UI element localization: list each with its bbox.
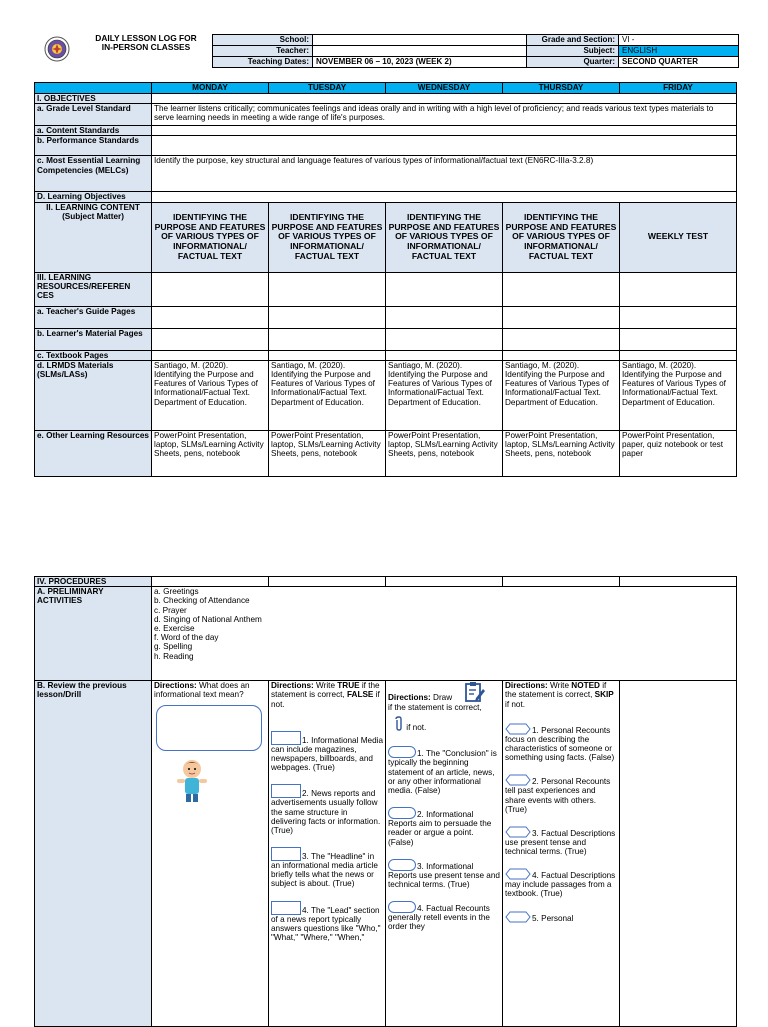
topic-thursday: IDENTIFYING THE PURPOSE AND FEATURES OF VARIOUS TYPES OF INFORMATIONAL/ FACTUAL TEXT bbox=[503, 202, 620, 272]
performance-standards-field[interactable] bbox=[152, 136, 737, 156]
directions-label: Directions: bbox=[388, 693, 431, 703]
topic-monday: IDENTIFYING THE PURPOSE AND FEATURES OF VARIOUS TYPES OF INFORMATIONAL/ FACTUAL TEXT bbox=[152, 202, 269, 272]
list-item: d. Singing of National Anthem bbox=[154, 614, 262, 624]
resources-friday[interactable] bbox=[620, 272, 737, 306]
learning-objectives-label: D. Learning Objectives bbox=[35, 192, 152, 202]
wednesday-item-3: 3. Informational Reports use present tense and technical terms. (True) bbox=[388, 861, 500, 889]
preliminary-list bbox=[152, 587, 737, 681]
other-monday: PowerPoint Presentation, laptop, SLMs/Learning Activity Sheets, pens, notebook bbox=[152, 430, 269, 476]
true-keyword: TRUE bbox=[337, 681, 360, 691]
topic-friday: WEEKLY TEST bbox=[620, 202, 737, 272]
resources-monday[interactable] bbox=[152, 272, 269, 306]
content-standards-label: a. Content Standards bbox=[35, 126, 152, 136]
answer-hexagon[interactable] bbox=[505, 826, 531, 838]
performance-standards-label: b. Performance Standards bbox=[35, 136, 152, 156]
proc-blank-1 bbox=[152, 577, 269, 587]
day-thursday: THURSDAY bbox=[503, 83, 620, 94]
thursday-item-2: 2. Personal Recounts tell past experiences and share events with others. (True) bbox=[505, 777, 611, 814]
lrmds-monday: Santiago, M. (2020). Identifying the Purpose and Features of Various Types of Informational/Factual Text. Department of Education. bbox=[152, 360, 269, 430]
tb-tuesday[interactable] bbox=[269, 350, 386, 360]
grade-level-label: a. Grade Level Standard bbox=[35, 104, 152, 126]
topic-wednesday: IDENTIFYING THE PURPOSE AND FEATURES OF VARIOUS TYPES OF INFORMATIONAL/ FACTUAL TEXT bbox=[386, 202, 503, 272]
lrmds-thursday: Santiago, M. (2020). Identifying the Purpose and Features of Various Types of Informational/Factual Text. Department of Education. bbox=[503, 360, 620, 430]
review-monday bbox=[152, 681, 269, 1027]
tb-wednesday[interactable] bbox=[386, 350, 503, 360]
school-label: School: bbox=[213, 35, 313, 46]
melc-label: c. Most Essential Learning Competencies (MELCs) bbox=[35, 156, 152, 192]
list-item: e. Exercise bbox=[154, 623, 195, 633]
learning-content-label: II. LEARNING CONTENT (Subject Matter) bbox=[35, 202, 152, 272]
lm-tuesday[interactable] bbox=[269, 328, 386, 350]
procedures-heading: IV. PROCEDURES bbox=[35, 577, 152, 587]
page-title: DAILY LESSON LOG FOR IN-PERSON CLASSES bbox=[95, 33, 197, 53]
resources-heading: III. LEARNING RESOURCES/REFEREN CES bbox=[35, 272, 152, 306]
skip-keyword: SKIP bbox=[594, 690, 614, 700]
answer-oval[interactable] bbox=[388, 901, 416, 913]
wednesday-dir-pre: Draw bbox=[430, 693, 453, 703]
tuesday-item-4: 4. The "Lead" section of a news report typically answers questions like "Who," "What," "Where," "When," bbox=[271, 905, 381, 942]
review-friday[interactable] bbox=[620, 681, 737, 1027]
teachers-guide-label: a. Teacher's Guide Pages bbox=[35, 306, 152, 328]
teaching-dates-label: Teaching Dates: bbox=[213, 57, 313, 68]
directions-label: Directions: bbox=[271, 681, 314, 691]
lm-friday[interactable] bbox=[620, 328, 737, 350]
other-thursday: PowerPoint Presentation, laptop, SLMs/Learning Activity Sheets, pens, notebook bbox=[503, 430, 620, 476]
lesson-log-table bbox=[34, 82, 737, 477]
thursday-dir-pre: Write bbox=[547, 681, 572, 691]
resources-thursday[interactable] bbox=[503, 272, 620, 306]
subject-field[interactable]: ENGLISH bbox=[619, 46, 739, 57]
noted-keyword: NOTED bbox=[571, 681, 600, 691]
tg-wednesday[interactable] bbox=[386, 306, 503, 328]
paperclip-icon bbox=[394, 716, 404, 732]
topic-tuesday: IDENTIFYING THE PURPOSE AND FEATURES OF VARIOUS TYPES OF INFORMATIONAL/ FACTUAL TEXT bbox=[269, 202, 386, 272]
resources-wednesday[interactable] bbox=[386, 272, 503, 306]
list-item: c. Prayer bbox=[154, 605, 187, 615]
teacher-field[interactable] bbox=[313, 46, 527, 57]
answer-box[interactable] bbox=[271, 731, 301, 745]
speech-bubble bbox=[156, 705, 262, 751]
grade-section-label: Grade and Section: bbox=[527, 35, 619, 46]
answer-hexagon[interactable] bbox=[505, 868, 531, 880]
tb-thursday[interactable] bbox=[503, 350, 620, 360]
review-label: B. Review the previous lesson/Drill bbox=[35, 681, 152, 1027]
list-item: b. Checking of Attendance bbox=[154, 596, 250, 606]
tg-tuesday[interactable] bbox=[269, 306, 386, 328]
content-standards-field[interactable] bbox=[152, 126, 737, 136]
tuesday-item-2: 2. News reports and advertisements usually follow the same structure in delivering facts or information. (True) bbox=[271, 789, 381, 835]
teacher-label: Teacher: bbox=[213, 46, 313, 57]
answer-oval[interactable] bbox=[388, 807, 416, 819]
lrmds-label: d. LRMDS Materials (SLMs/LASs) bbox=[35, 360, 152, 430]
proc-blank-4 bbox=[503, 577, 620, 587]
grade-level-text: The learner listens critically; communicates feelings and ideas orally and in writing with a high level of proficiency; and reads various text types materials to serve learning needs in meeting a wide range of life's purposes. bbox=[152, 104, 737, 126]
procedures-table bbox=[34, 576, 737, 1027]
tuesday-item-1: 1. Informational Media can include magazines, newspapers, billboards, and webpages. (True) bbox=[271, 735, 384, 773]
resources-tuesday[interactable] bbox=[269, 272, 386, 306]
answer-oval[interactable] bbox=[388, 746, 416, 758]
review-wednesday bbox=[386, 681, 503, 1027]
answer-hexagon[interactable] bbox=[505, 723, 531, 735]
grade-section-field[interactable]: VI - bbox=[619, 35, 739, 46]
answer-box[interactable] bbox=[271, 901, 301, 915]
teaching-dates-field[interactable]: NOVEMBER 06 – 10, 2023 (WEEK 2) bbox=[313, 57, 527, 68]
other-resources-label: e. Other Learning Resources bbox=[35, 430, 152, 476]
proc-blank-3 bbox=[386, 577, 503, 587]
thursday-item-4: 4. Factual Descriptions may include passages from a textbook. (True) bbox=[505, 871, 616, 899]
tuesday-dir-pre: Write bbox=[313, 681, 338, 691]
lm-thursday[interactable] bbox=[503, 328, 620, 350]
tg-thursday[interactable] bbox=[503, 306, 620, 328]
other-friday: PowerPoint Presentation, paper, quiz notebook or test paper bbox=[620, 430, 737, 476]
header-table bbox=[212, 34, 739, 68]
deped-seal bbox=[44, 36, 70, 62]
directions-label: Directions: bbox=[154, 681, 197, 691]
list-item: f. Word of the day bbox=[154, 633, 219, 643]
boy-thinking-icon bbox=[172, 757, 212, 803]
wednesday-dir-post: if not. bbox=[404, 723, 427, 733]
day-friday: FRIDAY bbox=[620, 83, 737, 94]
thursday-dir-post: if not. bbox=[505, 699, 526, 709]
wednesday-item-2: 2. Informational Reports aim to persuade the reader or argue a point. (False) bbox=[388, 809, 492, 847]
lrmds-tuesday: Santiago, M. (2020). Identifying the Purpose and Features of Various Types of Informational/Factual Text. Department of Education. bbox=[269, 360, 386, 430]
learning-objectives-field[interactable] bbox=[152, 192, 737, 202]
answer-box[interactable] bbox=[271, 847, 301, 861]
lrmds-wednesday: Santiago, M. (2020). Identifying the Purpose and Features of Various Types of Informational/Factual Text. Department of Education. bbox=[386, 360, 503, 430]
lrmds-friday: Santiago, M. (2020). Identifying the Purpose and Features of Various Types of Informational/Factual Text. Department of Education. bbox=[620, 360, 737, 430]
wednesday-item-4: 4. Factual Recounts generally retell events in the order they bbox=[388, 903, 490, 932]
day-monday: MONDAY bbox=[152, 83, 269, 94]
wednesday-item-1: 1. The "Conclusion" is typically the beginning statement of an article, news, or any other informational media. (False) bbox=[388, 749, 497, 795]
tb-monday[interactable] bbox=[152, 350, 269, 360]
thursday-item-1: 1. Personal Recounts focus on describing the characteristics of someone or something using facts. (False) bbox=[505, 725, 615, 763]
lm-monday[interactable] bbox=[152, 328, 269, 350]
other-wednesday: PowerPoint Presentation, laptop, SLMs/Learning Activity Sheets, pens, notebook bbox=[386, 430, 503, 476]
tb-friday[interactable] bbox=[620, 350, 737, 360]
school-field[interactable] bbox=[313, 35, 527, 46]
subject-label: Subject: bbox=[527, 46, 619, 57]
melc-text: Identify the purpose, key structural and language features of various types of informational/factual text (EN6RC-IIIa-3.2.8) bbox=[152, 156, 737, 192]
review-tuesday bbox=[269, 681, 386, 1027]
other-tuesday: PowerPoint Presentation, laptop, SLMs/Learning Activity Sheets, pens, notebook bbox=[269, 430, 386, 476]
list-item: a. Greetings bbox=[154, 587, 199, 597]
thursday-dir-mid: if the statement is correct, bbox=[505, 681, 607, 700]
day-tuesday: TUESDAY bbox=[269, 83, 386, 94]
tg-friday[interactable] bbox=[620, 306, 737, 328]
preliminary-label: A. PRELIMINARY ACTIVITIES bbox=[35, 587, 152, 681]
list-item: g. Spelling bbox=[154, 642, 193, 652]
answer-hexagon[interactable] bbox=[505, 774, 531, 786]
textbook-pages-label: c. Textbook Pages bbox=[35, 350, 152, 360]
directions-label: Directions: bbox=[505, 681, 548, 691]
monday-directions-text: What does an informational text mean? bbox=[154, 681, 250, 700]
quarter-label: Quarter: bbox=[527, 57, 619, 68]
wednesday-dir-mid: if the statement is correct, bbox=[388, 703, 482, 713]
false-keyword: FALSE bbox=[347, 690, 374, 700]
answer-oval[interactable] bbox=[388, 859, 416, 871]
tuesday-dir-post: if not. bbox=[271, 690, 380, 709]
objectives-blank bbox=[152, 94, 737, 104]
tg-monday[interactable] bbox=[152, 306, 269, 328]
quarter-field[interactable]: SECOND QUARTER bbox=[619, 57, 739, 68]
proc-blank-5 bbox=[620, 577, 737, 587]
thursday-item-5: 5. Personal bbox=[532, 913, 574, 923]
list-item: h. Reading bbox=[154, 651, 194, 661]
objectives-heading: I. OBJECTIVES bbox=[35, 94, 152, 104]
tuesday-dir-mid: if the statement is correct, bbox=[271, 681, 380, 700]
thursday-item-3: 3. Factual Descriptions use present tense and technical terms. (True) bbox=[505, 828, 616, 857]
proc-blank-2 bbox=[269, 577, 386, 587]
answer-box[interactable] bbox=[271, 784, 301, 798]
corner-cell bbox=[35, 83, 152, 94]
clipboard-edit-icon bbox=[464, 681, 486, 703]
lm-wednesday[interactable] bbox=[386, 328, 503, 350]
tuesday-item-3: 3. The "Headline" in an informational media article briefly tells what the news or subject is about. (True) bbox=[271, 851, 378, 889]
review-thursday bbox=[503, 681, 620, 1027]
day-wednesday: WEDNESDAY bbox=[386, 83, 503, 94]
learners-material-label: b. Learner's Material Pages bbox=[35, 328, 152, 350]
answer-hexagon[interactable] bbox=[505, 911, 531, 923]
